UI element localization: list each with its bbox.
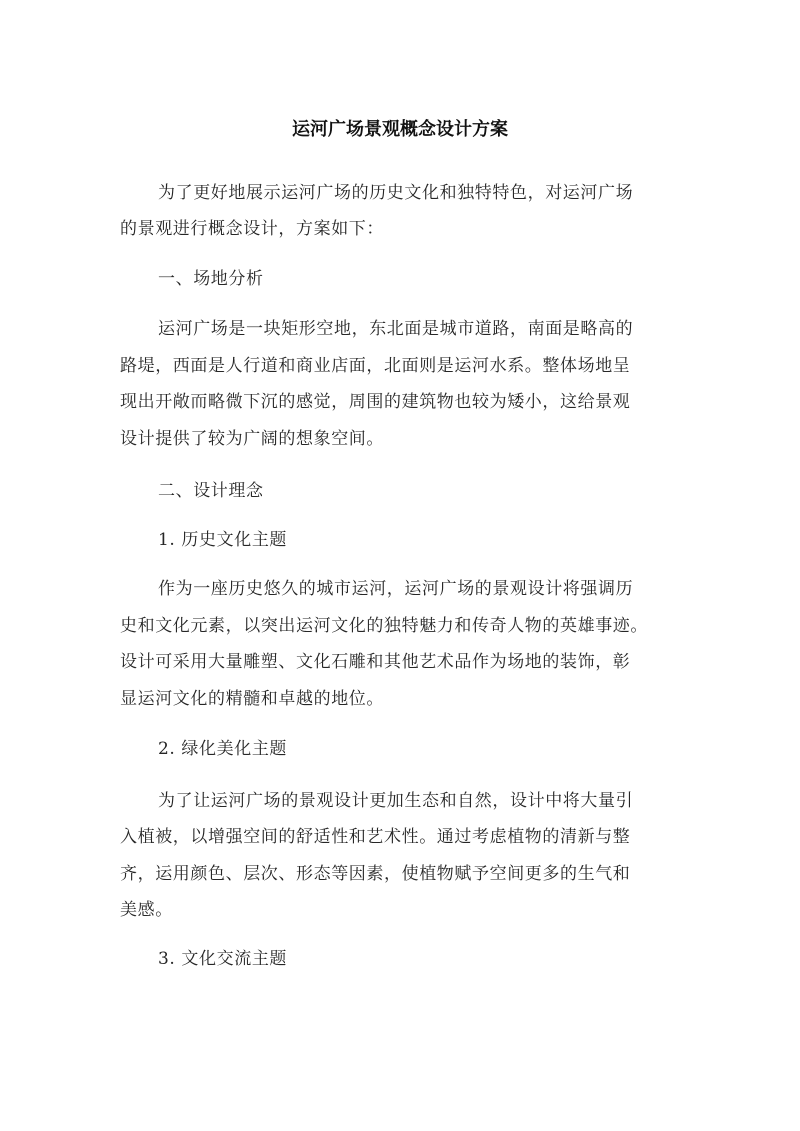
section-heading-design-concept: 二、设计理念 bbox=[158, 481, 264, 501]
site-analysis-line-3: 现出开敞而略微下沉的感觉，周围的建筑物也较为矮小，这给景观 bbox=[120, 392, 631, 412]
intro-line-2: 的景观进行概念设计，方案如下： bbox=[120, 219, 384, 239]
history-culture-line-1: 作为一座历史悠久的城市运河，运河广场的景观设计将强调历 bbox=[158, 579, 634, 599]
site-analysis-line-4: 设计提供了较为广阔的想象空间。 bbox=[120, 429, 384, 449]
theme-heading-cultural-exchange: 3. 文化交流主题 bbox=[158, 949, 288, 969]
site-analysis-line-2: 路堤，西面是人行道和商业店面，北面则是运河水系。整体场地呈 bbox=[120, 356, 631, 376]
site-analysis-line-1: 运河广场是一块矩形空地，东北面是城市道路，南面是略高的 bbox=[158, 319, 634, 339]
intro-line-1: 为了更好地展示运河广场的历史文化和独特特色，对运河广场 bbox=[158, 183, 634, 203]
greening-line-2: 入植被，以增强空间的舒适性和艺术性。通过考虑植物的清新与整 bbox=[120, 827, 631, 847]
history-culture-line-3: 设计可采用大量雕塑、文化石雕和其他艺术品作为场地的装饰，彰 bbox=[120, 652, 631, 672]
theme-heading-history-culture: 1. 历史文化主题 bbox=[158, 530, 288, 550]
greening-line-3: 齐，运用颜色、层次、形态等因素，使植物赋予空间更多的生气和 bbox=[120, 864, 631, 884]
section-heading-site-analysis: 一、场地分析 bbox=[158, 269, 264, 289]
greening-line-1: 为了让运河广场的景观设计更加生态和自然，设计中将大量引 bbox=[158, 791, 634, 811]
theme-heading-greening: 2. 绿化美化主题 bbox=[158, 739, 288, 759]
history-culture-line-2: 史和文化元素，以突出运河文化的独特魅力和传奇人物的英雄事迹。 bbox=[120, 616, 648, 636]
greening-line-4: 美感。 bbox=[120, 900, 173, 920]
history-culture-line-4: 显运河文化的精髓和卓越的地位。 bbox=[120, 689, 384, 709]
document-title: 运河广场景观概念设计方案 bbox=[292, 119, 508, 140]
